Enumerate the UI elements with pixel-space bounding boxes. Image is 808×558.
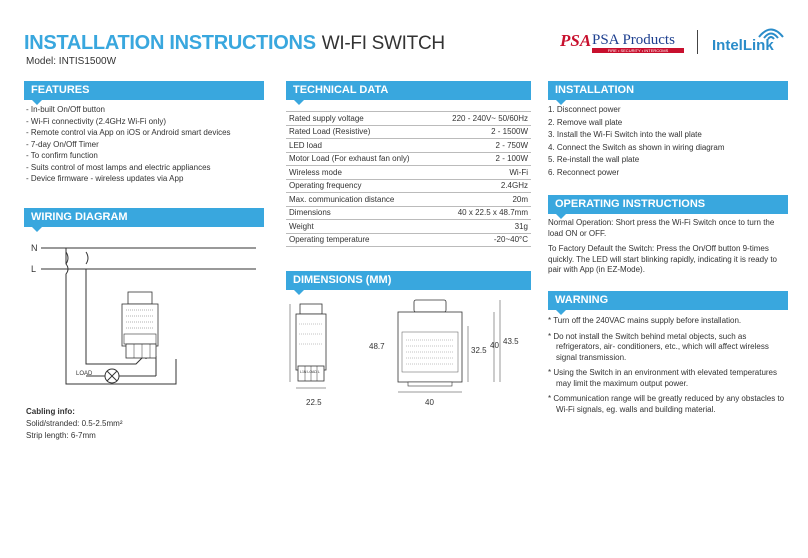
- page-title: [24, 32, 445, 55]
- terminal-label: L1N LOAD L: [300, 370, 320, 374]
- installation-steps: [548, 104, 788, 179]
- spec-label: LED load: [286, 139, 435, 153]
- warning-item: * Communication range will be greatly reduced by any obstacles to Wi-Fi signals, eg. walls and building material.: [548, 394, 785, 414]
- technical-heading: TECHNICAL DATA: [286, 81, 531, 100]
- dim-inner-height-label: 32.5: [471, 346, 487, 355]
- psa-brand-name: PSA Products: [592, 32, 675, 48]
- warning-item: * Do not install the Switch behind metal objects, such as refrigerators, air- conditioners, etc., which will affect wireless signal transmission.: [548, 331, 769, 362]
- operating-instructions: [548, 218, 788, 281]
- cabling-info: [26, 406, 123, 442]
- spec-value: 40 x 22.5 x 48.7mm: [435, 206, 531, 220]
- installation-heading: INSTALLATION: [548, 81, 788, 100]
- list-item: - 7-day On/Off Timer: [26, 139, 99, 149]
- spec-value: 2 - 100W: [435, 152, 531, 166]
- operating-heading: OPERATING INSTRUCTIONS: [548, 195, 788, 214]
- spec-label: Weight: [286, 220, 435, 234]
- spec-label: Rated supply voltage: [286, 112, 435, 126]
- list-item: - To confirm function: [26, 151, 98, 160]
- product-subtitle: WI-FI SWITCH: [321, 33, 445, 54]
- spec-value: Wi-Fi: [435, 166, 531, 180]
- table-row: [286, 152, 531, 166]
- cabling-title: Cabling info:: [26, 407, 75, 416]
- cabling-line: Solid/stranded: 0.5-2.5mm²: [26, 419, 123, 428]
- cabling-line: Strip length: 6-7mm: [26, 431, 96, 440]
- table-row: [286, 233, 531, 247]
- spec-label: Max. communication distance: [286, 193, 435, 207]
- dim-height-label: 48.7: [369, 342, 385, 351]
- table-row: [286, 179, 531, 193]
- dim-side-b-label: 43.5: [503, 337, 519, 346]
- list-item: 1. Disconnect power: [548, 105, 621, 114]
- table-row: [286, 206, 531, 220]
- spec-label: Rated Load (Resistive): [286, 125, 435, 139]
- warning-heading: WARNING: [548, 291, 788, 310]
- live-label: L: [31, 264, 37, 274]
- dim-width-label: 40: [425, 398, 434, 407]
- wiring-heading: WIRING DIAGRAM: [24, 208, 264, 227]
- spec-label: Operating temperature: [286, 233, 435, 247]
- warning-item: * Using the Switch in an environment with elevated temperatures may limit the maximum output power.: [548, 368, 778, 388]
- table-row: [286, 193, 531, 207]
- technical-data-table: [286, 111, 531, 247]
- table-row: [286, 125, 531, 139]
- spec-label: Wireless mode: [286, 166, 435, 180]
- table-row: [286, 139, 531, 153]
- list-item: 2. Remove wall plate: [548, 117, 623, 127]
- spec-value: 2.4GHz: [435, 179, 531, 193]
- psa-tagline: FIRE • SECURITY • INTERCOMS: [592, 48, 684, 53]
- list-item: - Wi-Fi connectivity (2.4GHz Wi-Fi only): [26, 116, 167, 126]
- warning-item: * Turn off the 240VAC mains supply before installation.: [548, 316, 742, 325]
- switch-device-drawing: [122, 292, 158, 358]
- wiring-diagram: [26, 234, 266, 404]
- list-item: - In-built On/Off button: [26, 105, 106, 114]
- load-label: LOAD: [76, 371, 93, 377]
- spec-value: 220 - 240V~ 50/60Hz: [435, 112, 531, 126]
- spec-value: 20m: [435, 193, 531, 207]
- list-item: 6. Reconnect power: [548, 167, 620, 177]
- list-item: - Remote control via App on iOS or Android smart devices: [26, 128, 231, 137]
- neutral-label: N: [31, 243, 38, 253]
- front-view-drawing: [398, 300, 462, 386]
- features-list: [26, 104, 266, 185]
- wifi-icon: [756, 24, 786, 42]
- spec-label: Operating frequency: [286, 179, 435, 193]
- title-text: INSTALLATION INSTRUCTIONS: [24, 32, 316, 54]
- list-item: 4. Connect the Switch as shown in wiring diagram: [548, 142, 725, 152]
- operating-paragraph: Normal Operation: Short press the Wi-Fi Switch once to turn the load ON or OFF.: [548, 218, 775, 238]
- dimensions-heading: DIMENSIONS (MM): [286, 271, 531, 290]
- spec-value: 31g: [435, 220, 531, 234]
- dimensions-drawing: [286, 296, 531, 406]
- list-item: - Device firmware - wireless updates via App: [26, 174, 184, 183]
- intellink-logo: IntelLink: [712, 37, 774, 54]
- dim-depth-label: 22.5: [306, 398, 322, 407]
- list-item: 3. Install the Wi-Fi Switch into the wall plate: [548, 130, 702, 139]
- table-row: [286, 166, 531, 180]
- operating-paragraph: To Factory Default the Switch: Press the On/Off button 9-times quickly. The LED will start blinking rapidly, indicating it is ready to pair with App (in EZ-Mode).: [548, 244, 777, 274]
- spec-label: Dimensions: [286, 206, 435, 220]
- model-number: Model: INTIS1500W: [26, 56, 117, 67]
- logo-divider: [697, 30, 698, 54]
- psa-badge: PSA: [560, 31, 592, 50]
- spec-value: -20~40°C: [435, 233, 531, 247]
- list-item: - Suits control of most lamps and electric appliances: [26, 162, 211, 172]
- dim-side-a-label: 40: [490, 341, 499, 350]
- spec-value: 2 - 1500W: [435, 125, 531, 139]
- features-heading: FEATURES: [24, 81, 264, 100]
- spec-value: 2 - 750W: [435, 139, 531, 153]
- psa-products-logo: [560, 31, 688, 53]
- table-row: [286, 112, 531, 126]
- spec-label: Motor Load (For exhaust fan only): [286, 152, 435, 166]
- list-item: 5. Re-install the wall plate: [548, 155, 640, 164]
- table-row: [286, 220, 531, 234]
- warning-list: [548, 316, 788, 420]
